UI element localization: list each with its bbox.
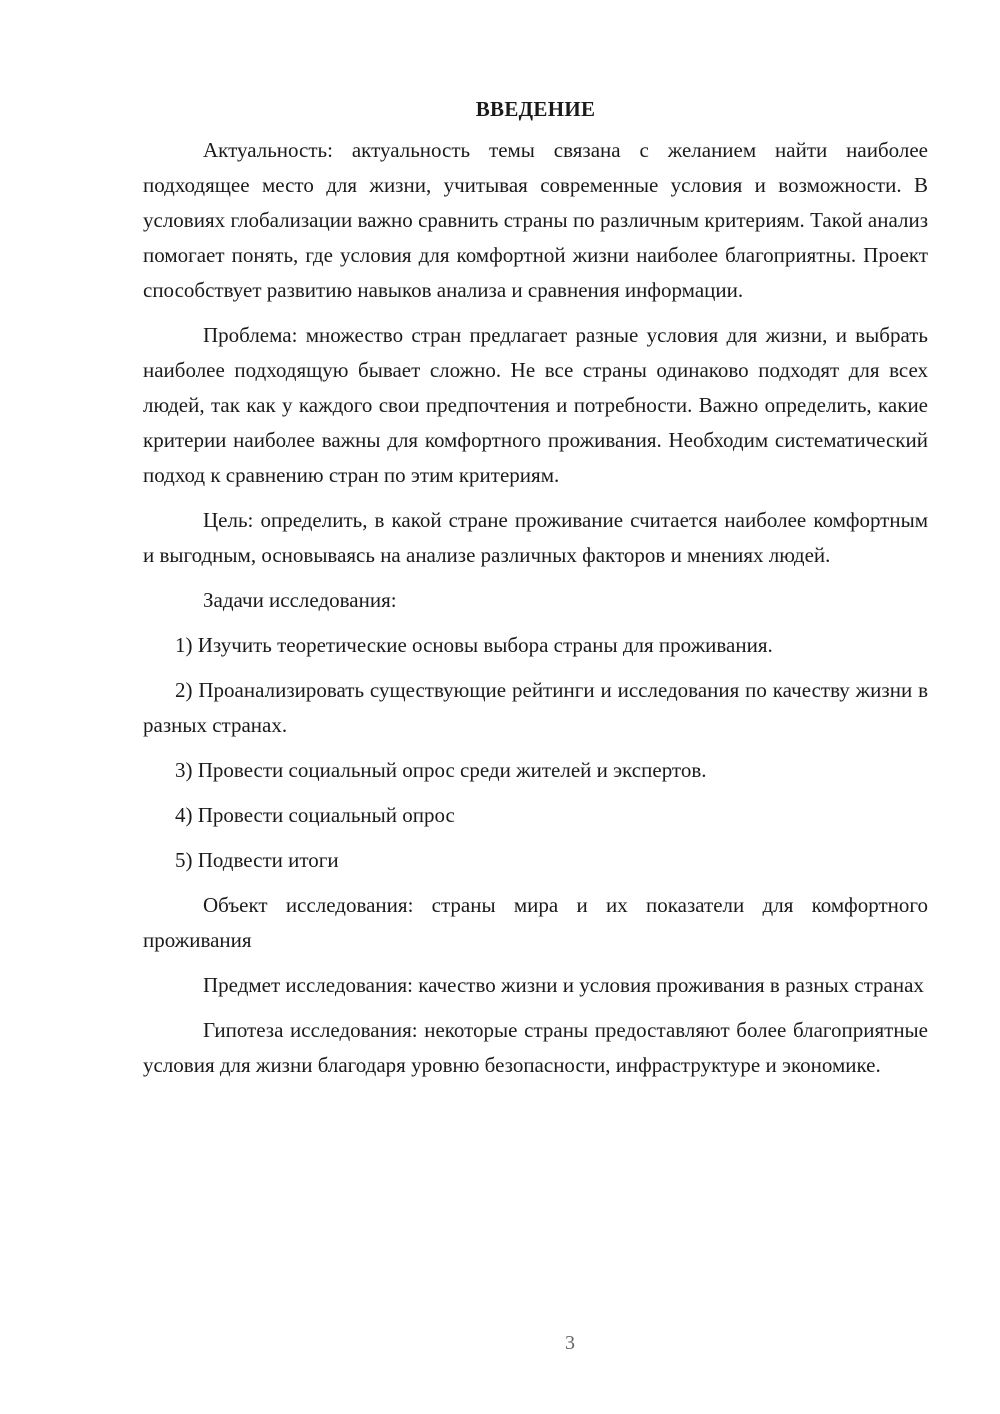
- tasks-heading: Задачи исследования:: [203, 588, 397, 612]
- list-item: 5) Подвести итоги: [175, 848, 339, 872]
- list-item: 2) Проанализировать существующие рейтинги и исследования по качеству жизни в разных странах.: [143, 678, 928, 737]
- document-page: [143, 92, 928, 1083]
- paragraph-problem: Проблема: множество стран предлагает разные условия для жизни, и выбрать наиболее подходящую бывает сложно. Не все страны одинаково подходят для всех людей, так как у каждого свои предпочтения и потребности. Важно определить, какие критерии наиболее важны для комфортного проживания. Необходим систематический подход к сравнению стран по этим критериям.: [143, 323, 928, 487]
- list-item: 4) Провести социальный опрос: [175, 803, 455, 827]
- tasks-list: [143, 628, 928, 878]
- page-number: 3: [565, 1332, 575, 1354]
- paragraph-object: Объект исследования: страны мира и их показатели для комфортного проживания: [143, 893, 928, 952]
- paragraph-goal: Цель: определить, в какой стране проживание считается наиболее комфортным и выгодным, основываясь на анализе различных факторов и мнениях людей.: [143, 508, 928, 567]
- paragraph-relevance: Актуальность: актуальность темы связана с желанием найти наиболее подходящее место для жизни, учитывая современные условия и возможности. В условиях глобализации важно сравнить страны по различным критериям. Такой анализ помогает понять, где условия для комфортной жизни наиболее благоприятны. Проект способствует развитию навыков анализа и сравнения информации.: [143, 138, 928, 302]
- list-item: 3) Провести социальный опрос среди жителей и экспертов.: [175, 758, 707, 782]
- paragraph-hypothesis: Гипотеза исследования: некоторые страны предоставляют более благоприятные условия для жизни благодаря уровню безопасности, инфраструктуре и экономике.: [143, 1018, 928, 1077]
- page-title: ВВЕДЕНИЕ: [475, 97, 596, 121]
- paragraph-subject: Предмет исследования: качество жизни и условия проживания в разных странах: [203, 973, 924, 997]
- list-item: 1) Изучить теоретические основы выбора страны для проживания.: [175, 633, 773, 657]
